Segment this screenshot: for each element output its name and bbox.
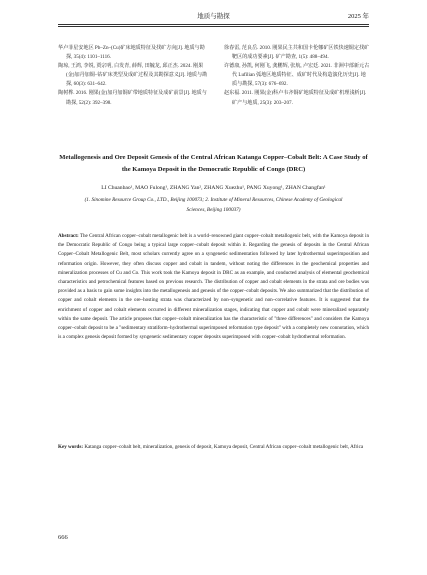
paper-title: Metallogenesis and Ore Deposit Genesis of the Central African Katanga Copper–Cobalt Belt: A Case Study of the Kamoya Deposit in the Democratic Republic of Congo (DRC) xyxy=(59,154,368,173)
reference-item: 徐春雷, 范良岳. 2010. 刚果民主共和国卡伦娜矿区铁快速铜定找矿靶区的成功要素[J]. 矿产勘查, 1(5): 488–494. xyxy=(224,45,370,61)
keywords-text: Katanga copper–cobalt belt, mineralization, genesis of deposit, Kamoya deposit, Central African copper–cobalt metallogenic belt, Africa xyxy=(84,444,364,450)
keywords-section xyxy=(58,443,369,452)
author-list: LI Chuanbao¹, MAO Fulong¹, ZHANG Yan², ZHANG Xuezhu¹, PANG Xuyong¹, ZHAN Changfan¹ xyxy=(101,185,326,191)
abstract-section xyxy=(58,232,369,342)
references-right-column xyxy=(224,44,370,108)
keywords-label: Key words: xyxy=(58,444,84,450)
reference-item: 陶琼, 王鸿, 李锐, 贾宗明, 白发青, 薛辉, 田毓龙, 邱正杰. 2024. 刚果(金)加丹加铜–钴矿床类型及成矿过程及其勘探意义[J]. 地质与勘探, 60(3): 631–642. xyxy=(58,63,208,88)
reference-item: 华卢菲星安地区 Pb–Zn–(Cu)矿床地质特征及找矿方向[J]. 地质与勘探, 35(4): 1101–1116. xyxy=(58,45,205,61)
abstract-text: The Central African copper–cobalt metallogenic belt is a world–renowned giant copper–cobalt metallogenic belt, with the Kamoya deposit in the Democratic Republic of Congo being a typical large copper–cobalt deposit within it. Regarding the genesis of deposits in the Central African Copper–Cobalt Metallogenic Belt, most scholars currently agree on a syngenetic sedimentation followed by later hydrothermal superimposition and reformation origin. However, they often discuss copper and cobalt in tandem, without noting the differences in the geochemical properties and mineralization processes of Cu and Co. This work took the Kamoya deposit in DRC as an example, and conducted analysis of elemental geochemical characteristics and petrochemical features based on previous research. The distribution of copper and cobalt elements in the strata and ore bodies was provided as a basis to gain some insights into the metallogenesis and genesis of the copper–cobalt deposits. We also summarized that the distribution of copper and cobalt elements in the ore–hosting strata was characterized by non–syngenetic and non–correlative features. It is suggested that the enrichment of copper and cobalt elements occurred in different mineralization stages, indicating that copper and cobalt were mineralized separately within the same deposit. The article proposes that copper–cobalt mineralization has the characteristic of "three differences" and considers the Kamoya copper–cobalt deposit to be a "sedimentary stratiform–hydrothermal superimposed reformation type deposit" with a completely new connotation, which is a complex genesis deposit formed by syngenetic sedimentary copper deposits superimposed with copper–cobalt hydrothermal reformation. xyxy=(58,233,369,341)
reference-item: 许德康, 孙凯, 何刚飞, 龚鹏辉, 张航, 卢宏廷. 2021. 非洲中部新元古代 Lufilian 弧地区地质特征、成矿时代及构造演化历史[J]. 地质与勘探, 57(3): 676–692. xyxy=(224,63,370,88)
abstract-label: Abstract: xyxy=(58,233,79,239)
header-rule-top xyxy=(58,24,369,25)
references-left-column xyxy=(58,44,208,108)
running-header xyxy=(58,10,369,23)
page-number: 666 xyxy=(58,534,68,541)
reference-item: 陶树桦. 2016. 刚果(金)加丹加铜矿带地质特征及成矿前景[J]. 地质与勘探, 52(2): 392–398. xyxy=(58,90,207,106)
affiliations: (1. Sinomine Resource Group Co., LTD., Beijing 100073; 2. Institute of Mineral Resources, Chinese Academy of Geological Sciences, Beijing 100037) xyxy=(84,197,343,213)
reference-item: 赵东福. 2011. 刚果(金)科卢韦齐铜矿地质特征及成矿机理浅析[J]. 矿产与地质, 25(3): 203–207. xyxy=(224,90,367,106)
journal-name: 地质与勘探 xyxy=(197,13,230,20)
journal-year: 2025 年 xyxy=(347,13,369,20)
